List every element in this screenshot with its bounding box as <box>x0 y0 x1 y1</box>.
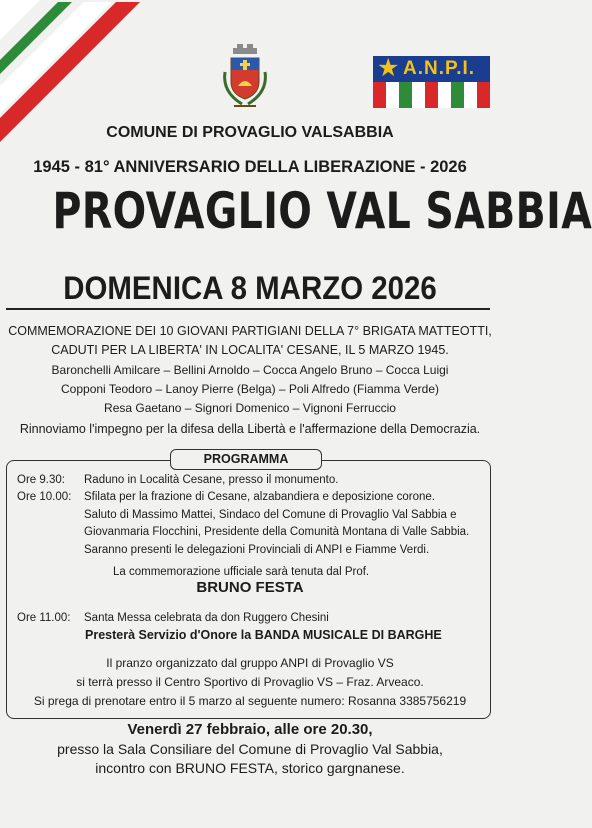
footer-line-3: incontro con BRUNO FESTA, storico gargnanese. <box>95 760 405 776</box>
anpi-logo <box>373 56 490 108</box>
lunch-line-3: Si prega di prenotare entro il 5 marzo al seguente numero: Rosanna 3385756219 <box>33 694 467 708</box>
program-item-1: Raduno in Località Cesane, presso il monumento. <box>84 474 339 486</box>
lunch-line-2: si terrà presso il Centro Sportivo di Provaglio VS – Fraz. Arveaco. <box>76 675 424 689</box>
anpi-logo-text: A.N.P.I. <box>403 58 476 79</box>
anpi-flag-stripes <box>373 82 490 108</box>
program-item-2-line-2: Saluto di Massimo Mattei, Sindaco del Comune di Provaglio Val Sabbia e <box>84 509 457 521</box>
program-item-2-line-1: Sfilata per la frazione di Cesane, alzabandiera e deposizione corone. <box>84 491 435 503</box>
town-title: PROVAGLIO VAL SABBIA <box>52 182 592 240</box>
partisan-names-line-2: Copponi Teodoro – Lanoy Pierre (Belga) – Poli Alfredo (Fiamma Verde) <box>61 382 439 396</box>
speaker-name: BRUNO FESTA <box>196 579 304 596</box>
event-date: DOMENICA 8 MARZO 2026 <box>63 270 437 306</box>
renewal-statement: Rinnoviamo l'impegno per la difesa della Libertà e l'affermazione della Democrazia. <box>19 422 481 436</box>
lunch-line-1: Il pranzo organizzato dal gruppo ANPI di Provaglio VS <box>106 656 394 670</box>
date-underline <box>6 308 490 310</box>
partisan-names-line-3: Resa Gaetano – Signori Domenico – Vignoni Ferruccio <box>104 401 396 415</box>
commemoration-line-2: CADUTI PER LA LIBERTA' IN LOCALITA' CESANE, IL 5 MARZO 1945. <box>51 343 449 357</box>
program-item-2-line-3: Giovanmaria Flocchini, Presidente della Comunità Montana di Valle Sabbia. <box>84 526 470 538</box>
program-item-2-line-4: Saranno presenti le delegazioni Provinciali di ANPI e Fiamme Verdi. <box>84 544 430 556</box>
anniversary-line: 1945 - 81° ANNIVERSARIO DELLA LIBERAZIONE - 2026 <box>33 158 467 176</box>
program-title: PROGRAMMA <box>170 449 322 470</box>
coat-of-arms-icon <box>216 42 274 122</box>
program-item-3: Santa Messa celebrata da don Ruggero Chesini <box>84 612 329 624</box>
official-commemoration: La commemorazione ufficiale sarà tenuta dal Prof. <box>113 566 370 578</box>
comune-title: COMUNE DI PROVAGLIO VALSABBIA <box>106 124 394 141</box>
program-time-1: Ore 9.30: <box>17 474 65 486</box>
footer-line-1: Venerdì 27 febbraio, alle ore 20.30, <box>127 721 373 738</box>
partisan-names-line-1: Baronchelli Amilcare – Bellini Arnoldo – Cocca Angelo Bruno – Cocca Luigi <box>51 363 449 377</box>
program-time-2: Ore 10.00: <box>17 491 72 503</box>
commemoration-line-1: COMMEMORAZIONE DEI 10 GIOVANI PARTIGIANI DELLA 7° BRIGATA MATTEOTTI, <box>8 324 492 338</box>
program-time-3: Ore 11.00: <box>17 612 71 624</box>
band-service: Presterà Servizio d'Onore la BANDA MUSICALE DI BARGHE <box>85 628 442 642</box>
footer-line-2: presso la Sala Consiliare del Comune di Provaglio Val Sabbia, <box>57 741 443 757</box>
star-icon: ★ <box>377 54 400 82</box>
